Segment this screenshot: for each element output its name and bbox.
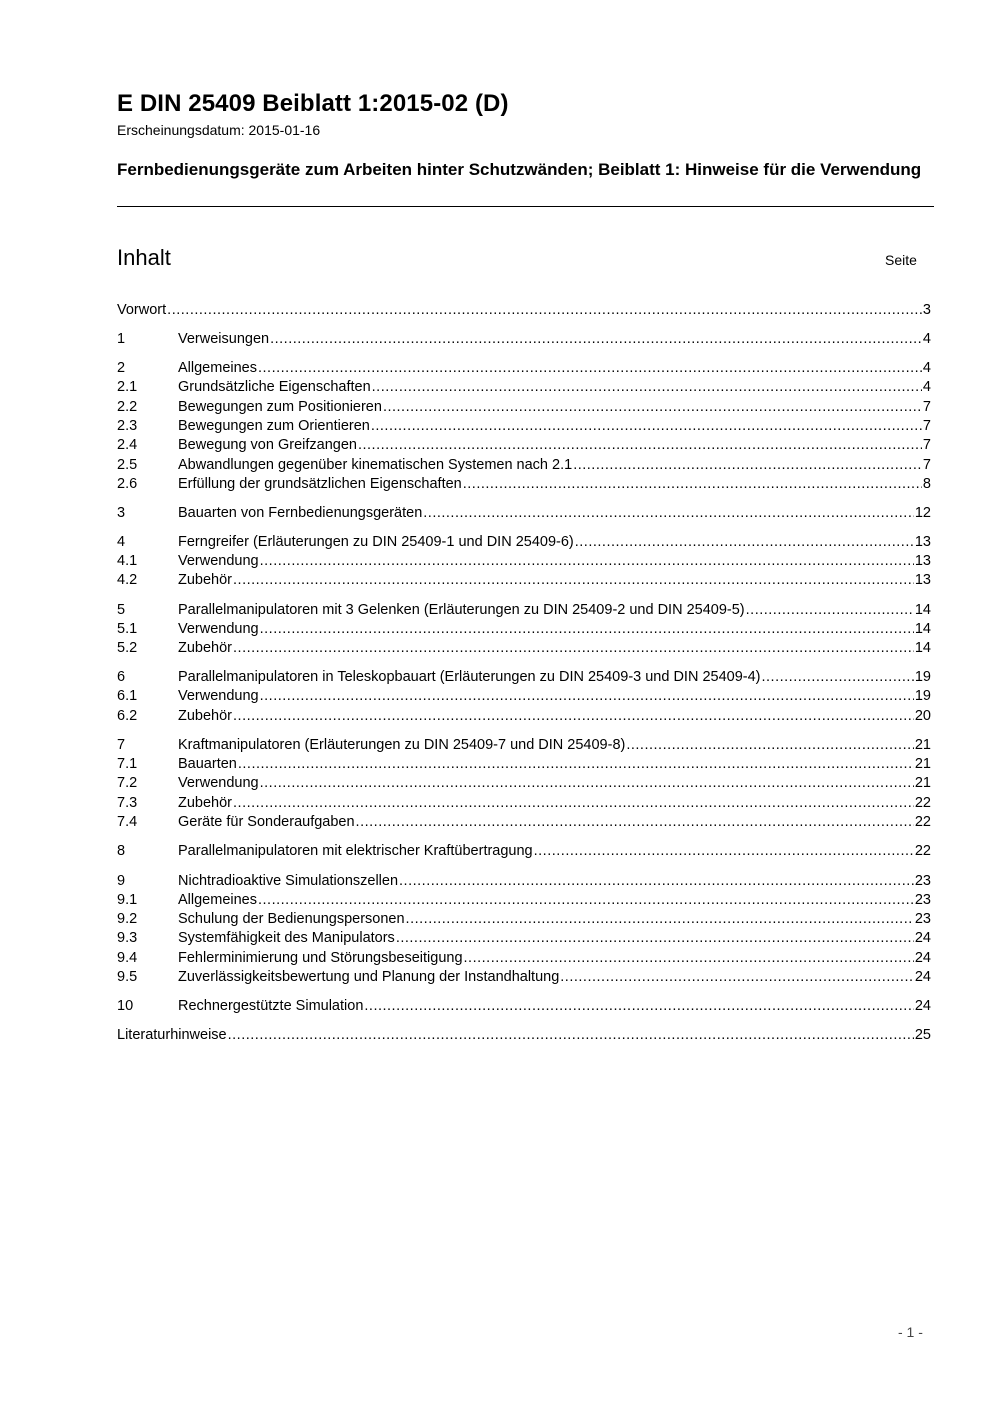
toc-entry-page: 13 — [914, 534, 931, 550]
toc-entry-title: Ferngreifer (Erläuterungen zu DIN 25409-1 und DIN 25409-6) — [178, 534, 574, 550]
toc-entry-number: 7 — [117, 737, 126, 753]
toc-entry-page: 7 — [922, 437, 931, 453]
toc-entry-number: 5.2 — [117, 640, 138, 656]
toc-entry[interactable] — [117, 842, 931, 861]
toc-entry-page: 8 — [922, 476, 931, 492]
toc-entry-number: 7.3 — [117, 795, 138, 811]
toc-heading: Inhalt — [117, 245, 171, 270]
toc-entry-page: 19 — [914, 688, 931, 704]
toc-entry-page: 14 — [914, 602, 931, 618]
toc-dot-leader — [260, 774, 914, 793]
toc-dot-leader — [270, 330, 922, 349]
toc-entry-number: 2.6 — [117, 476, 138, 492]
toc-dot-leader — [626, 736, 914, 755]
toc-entry-page: 13 — [914, 553, 931, 569]
toc-entry-title: Zuverlässigkeitsbewertung und Planung der Instandhaltung — [178, 969, 560, 985]
toc-entry-number: 2.2 — [117, 399, 138, 415]
toc-entry-page: 23 — [914, 911, 931, 927]
toc-dot-leader — [762, 668, 914, 687]
toc-dot-leader — [167, 301, 922, 320]
toc-entry-page: 7 — [922, 418, 931, 434]
toc-entry-title: Abwandlungen gegenüber kinematischen Systemen nach 2.1 — [178, 457, 573, 473]
toc-entry-title: Literaturhinweise — [117, 1027, 227, 1043]
toc-dot-leader — [383, 398, 922, 417]
document-title: E DIN 25409 Beiblatt 1:2015-02 (D) — [117, 90, 509, 117]
toc-entry-number: 2.5 — [117, 457, 138, 473]
toc-dot-leader — [260, 687, 914, 706]
toc-entry-page: 24 — [914, 969, 931, 985]
toc-entry[interactable] — [117, 668, 931, 687]
toc-entry-page: 21 — [914, 756, 931, 772]
toc-entry-title: Parallelmanipulatoren mit 3 Gelenken (Erläuterungen zu DIN 25409-2 und DIN 25409-5) — [178, 602, 745, 618]
toc-entry-number: 7.2 — [117, 775, 138, 791]
toc-dot-leader — [746, 601, 914, 620]
toc-dot-leader — [464, 949, 914, 968]
toc-entry-page: 7 — [922, 399, 931, 415]
toc-entry-title: Bewegungen zum Orientieren — [178, 418, 370, 434]
toc-entry-title: Verwendung — [178, 688, 259, 704]
toc-dot-leader — [258, 359, 922, 378]
toc-entry[interactable] — [117, 620, 931, 639]
toc-entry-number: 5 — [117, 602, 126, 618]
toc-entry-page: 22 — [914, 843, 931, 859]
toc-entry[interactable] — [117, 398, 931, 417]
toc-entry-page: 14 — [914, 640, 931, 656]
toc-entry-title: Schulung der Bedienungspersonen — [178, 911, 405, 927]
toc-entry-page: 22 — [914, 814, 931, 830]
toc-entry-title: Parallelmanipulatoren mit elektrischer Kraftübertragung — [178, 843, 533, 859]
toc-entry[interactable] — [117, 1026, 931, 1045]
toc-entry[interactable] — [117, 475, 931, 494]
toc-entry-title: Zubehör — [178, 795, 233, 811]
toc-entry-page: 25 — [914, 1027, 931, 1043]
toc-entry-title: Bauarten — [178, 756, 237, 772]
toc-entry-number: 7.1 — [117, 756, 138, 772]
toc-entry-number: 2.4 — [117, 437, 138, 453]
toc-entry-number: 1 — [117, 331, 126, 347]
document-subtitle: Fernbedienungsgeräte zum Arbeiten hinter Schutzwänden; Beiblatt 1: Hinweise für die Verwendung — [117, 160, 922, 179]
toc-entry-number: 6.1 — [117, 688, 138, 704]
toc-entry-title: Bauarten von Fernbedienungsgeräten — [178, 505, 423, 521]
toc-entry-title: Allgemeines — [178, 892, 257, 908]
toc-dot-leader — [372, 378, 922, 397]
toc-entry-number: 9.5 — [117, 969, 138, 985]
toc-entry[interactable] — [117, 301, 931, 320]
toc-entry[interactable] — [117, 707, 931, 726]
toc-entry[interactable] — [117, 436, 931, 455]
toc-entry-page: 21 — [914, 775, 931, 791]
toc-entry[interactable] — [117, 552, 931, 571]
toc-dot-leader — [233, 571, 914, 590]
toc-entry[interactable] — [117, 736, 931, 755]
toc-entry-title: Verweisungen — [178, 331, 270, 347]
toc-dot-leader — [534, 842, 914, 861]
toc-entry-page: 21 — [914, 737, 931, 753]
toc-dot-leader — [356, 813, 914, 832]
toc-dot-leader — [238, 755, 914, 774]
toc-entry-number: 3 — [117, 505, 126, 521]
toc-dot-leader — [399, 872, 914, 891]
toc-entry-number: 4 — [117, 534, 126, 550]
toc-entry[interactable] — [117, 794, 931, 813]
toc-entry-page: 4 — [922, 331, 931, 347]
toc-entry-number: 2.1 — [117, 379, 138, 395]
toc-entry-number: 4.2 — [117, 572, 138, 588]
toc-dot-leader — [260, 620, 914, 639]
toc-entry-title: Allgemeines — [178, 360, 257, 376]
toc-entry[interactable] — [117, 968, 931, 987]
toc-dot-leader — [560, 968, 914, 987]
toc-dot-leader — [233, 794, 914, 813]
toc-entry-number: 2 — [117, 360, 126, 376]
toc-dot-leader — [371, 417, 922, 436]
toc-entry[interactable] — [117, 910, 931, 929]
toc-entry[interactable] — [117, 949, 931, 968]
toc-entry-page: 23 — [914, 892, 931, 908]
toc-entry-title: Bewegung von Greifzangen — [178, 437, 357, 453]
toc-entry[interactable] — [117, 504, 931, 523]
toc-entry-title: Bewegungen zum Positionieren — [178, 399, 382, 415]
toc-entry-title: Zubehör — [178, 640, 233, 656]
toc-entry[interactable] — [117, 929, 931, 948]
toc-entry-title: Zubehör — [178, 708, 233, 724]
toc-entry-number: 6 — [117, 669, 126, 685]
toc-dot-leader — [423, 504, 914, 523]
toc-dot-leader — [575, 533, 914, 552]
toc-entry-page: 24 — [914, 950, 931, 966]
toc-dot-leader — [406, 910, 914, 929]
toc-entry-number: 9.1 — [117, 892, 138, 908]
toc-dot-leader — [358, 436, 922, 455]
toc-entry-page: 24 — [914, 998, 931, 1014]
toc-entry-title: Rechnergestützte Simulation — [178, 998, 364, 1014]
toc-entry-page: 7 — [922, 457, 931, 473]
toc-entry-page: 4 — [922, 360, 931, 376]
page-number: - 1 - — [898, 1324, 923, 1340]
toc-entry[interactable] — [117, 571, 931, 590]
toc-entry-number: 10 — [117, 998, 134, 1014]
toc-entry-page: 12 — [914, 505, 931, 521]
toc-entry-title: Grundsätzliche Eigenschaften — [178, 379, 371, 395]
toc-entry[interactable] — [117, 872, 931, 891]
toc-entry-page: 22 — [914, 795, 931, 811]
toc-dot-leader — [258, 891, 914, 910]
toc-entry-title: Verwendung — [178, 775, 259, 791]
toc-entry-page: 3 — [922, 302, 931, 318]
toc-dot-leader — [573, 456, 922, 475]
toc-entry-number: 9 — [117, 873, 126, 889]
toc-entry-title: Geräte für Sonderaufgaben — [178, 814, 355, 830]
title-divider — [117, 206, 934, 207]
toc-entry[interactable] — [117, 997, 931, 1016]
toc-dot-leader — [233, 707, 914, 726]
toc-entry[interactable] — [117, 359, 931, 378]
toc-entry-title: Fehlerminimierung und Störungsbeseitigung — [178, 950, 463, 966]
toc-entry-number: 6.2 — [117, 708, 138, 724]
toc-entry[interactable] — [117, 330, 931, 349]
toc-entry[interactable] — [117, 891, 931, 910]
toc-entry-number: 7.4 — [117, 814, 138, 830]
toc-entry-title: Erfüllung der grundsätzlichen Eigenschaften — [178, 476, 462, 492]
toc-entry-page: 14 — [914, 621, 931, 637]
toc-entry-title: Vorwort — [117, 302, 167, 318]
toc-entry-title: Nichtradioaktive Simulationszellen — [178, 873, 399, 889]
toc-dot-leader — [228, 1026, 914, 1045]
toc-entry[interactable] — [117, 755, 931, 774]
toc-entry-number: 9.3 — [117, 930, 138, 946]
toc-entry-page: 13 — [914, 572, 931, 588]
toc-entry-number: 9.2 — [117, 911, 138, 927]
toc-entry[interactable] — [117, 417, 931, 436]
toc-entry[interactable] — [117, 687, 931, 706]
toc-entry[interactable] — [117, 456, 931, 475]
toc-entry-page: 19 — [914, 669, 931, 685]
toc-entry[interactable] — [117, 639, 931, 658]
toc-dot-leader — [260, 552, 914, 571]
toc-dot-leader — [463, 475, 922, 494]
toc-dot-leader — [396, 929, 914, 948]
toc-entry-title: Kraftmanipulatoren (Erläuterungen zu DIN 25409-7 und DIN 25409-8) — [178, 737, 626, 753]
toc-entry[interactable] — [117, 533, 931, 552]
toc-dot-leader — [364, 997, 913, 1016]
toc-entry-page: 4 — [922, 379, 931, 395]
toc-entry-title: Zubehör — [178, 572, 233, 588]
toc-entry-page: 20 — [914, 708, 931, 724]
toc-page-column-heading: Seite — [885, 252, 917, 268]
toc-entry-title: Parallelmanipulatoren in Teleskopbauart (Erläuterungen zu DIN 25409-3 und DIN 25409-4) — [178, 669, 761, 685]
toc-entry-title: Systemfähigkeit des Manipulators — [178, 930, 395, 946]
toc-entry-title: Verwendung — [178, 553, 259, 569]
toc-entry-number: 8 — [117, 843, 126, 859]
publication-date: Erscheinungsdatum: 2015-01-16 — [117, 122, 321, 138]
toc-dot-leader — [233, 639, 914, 658]
toc-entry[interactable] — [117, 601, 931, 620]
toc-entry-page: 24 — [914, 930, 931, 946]
toc-entry[interactable] — [117, 774, 931, 793]
toc-entry-number: 9.4 — [117, 950, 138, 966]
toc-entry-number: 2.3 — [117, 418, 138, 434]
toc-entry-number: 5.1 — [117, 621, 138, 637]
toc-entry-page: 23 — [914, 873, 931, 889]
toc-entry-title: Verwendung — [178, 621, 259, 637]
toc-entry-number: 4.1 — [117, 553, 138, 569]
toc-entry[interactable] — [117, 813, 931, 832]
toc-entry[interactable] — [117, 378, 931, 397]
